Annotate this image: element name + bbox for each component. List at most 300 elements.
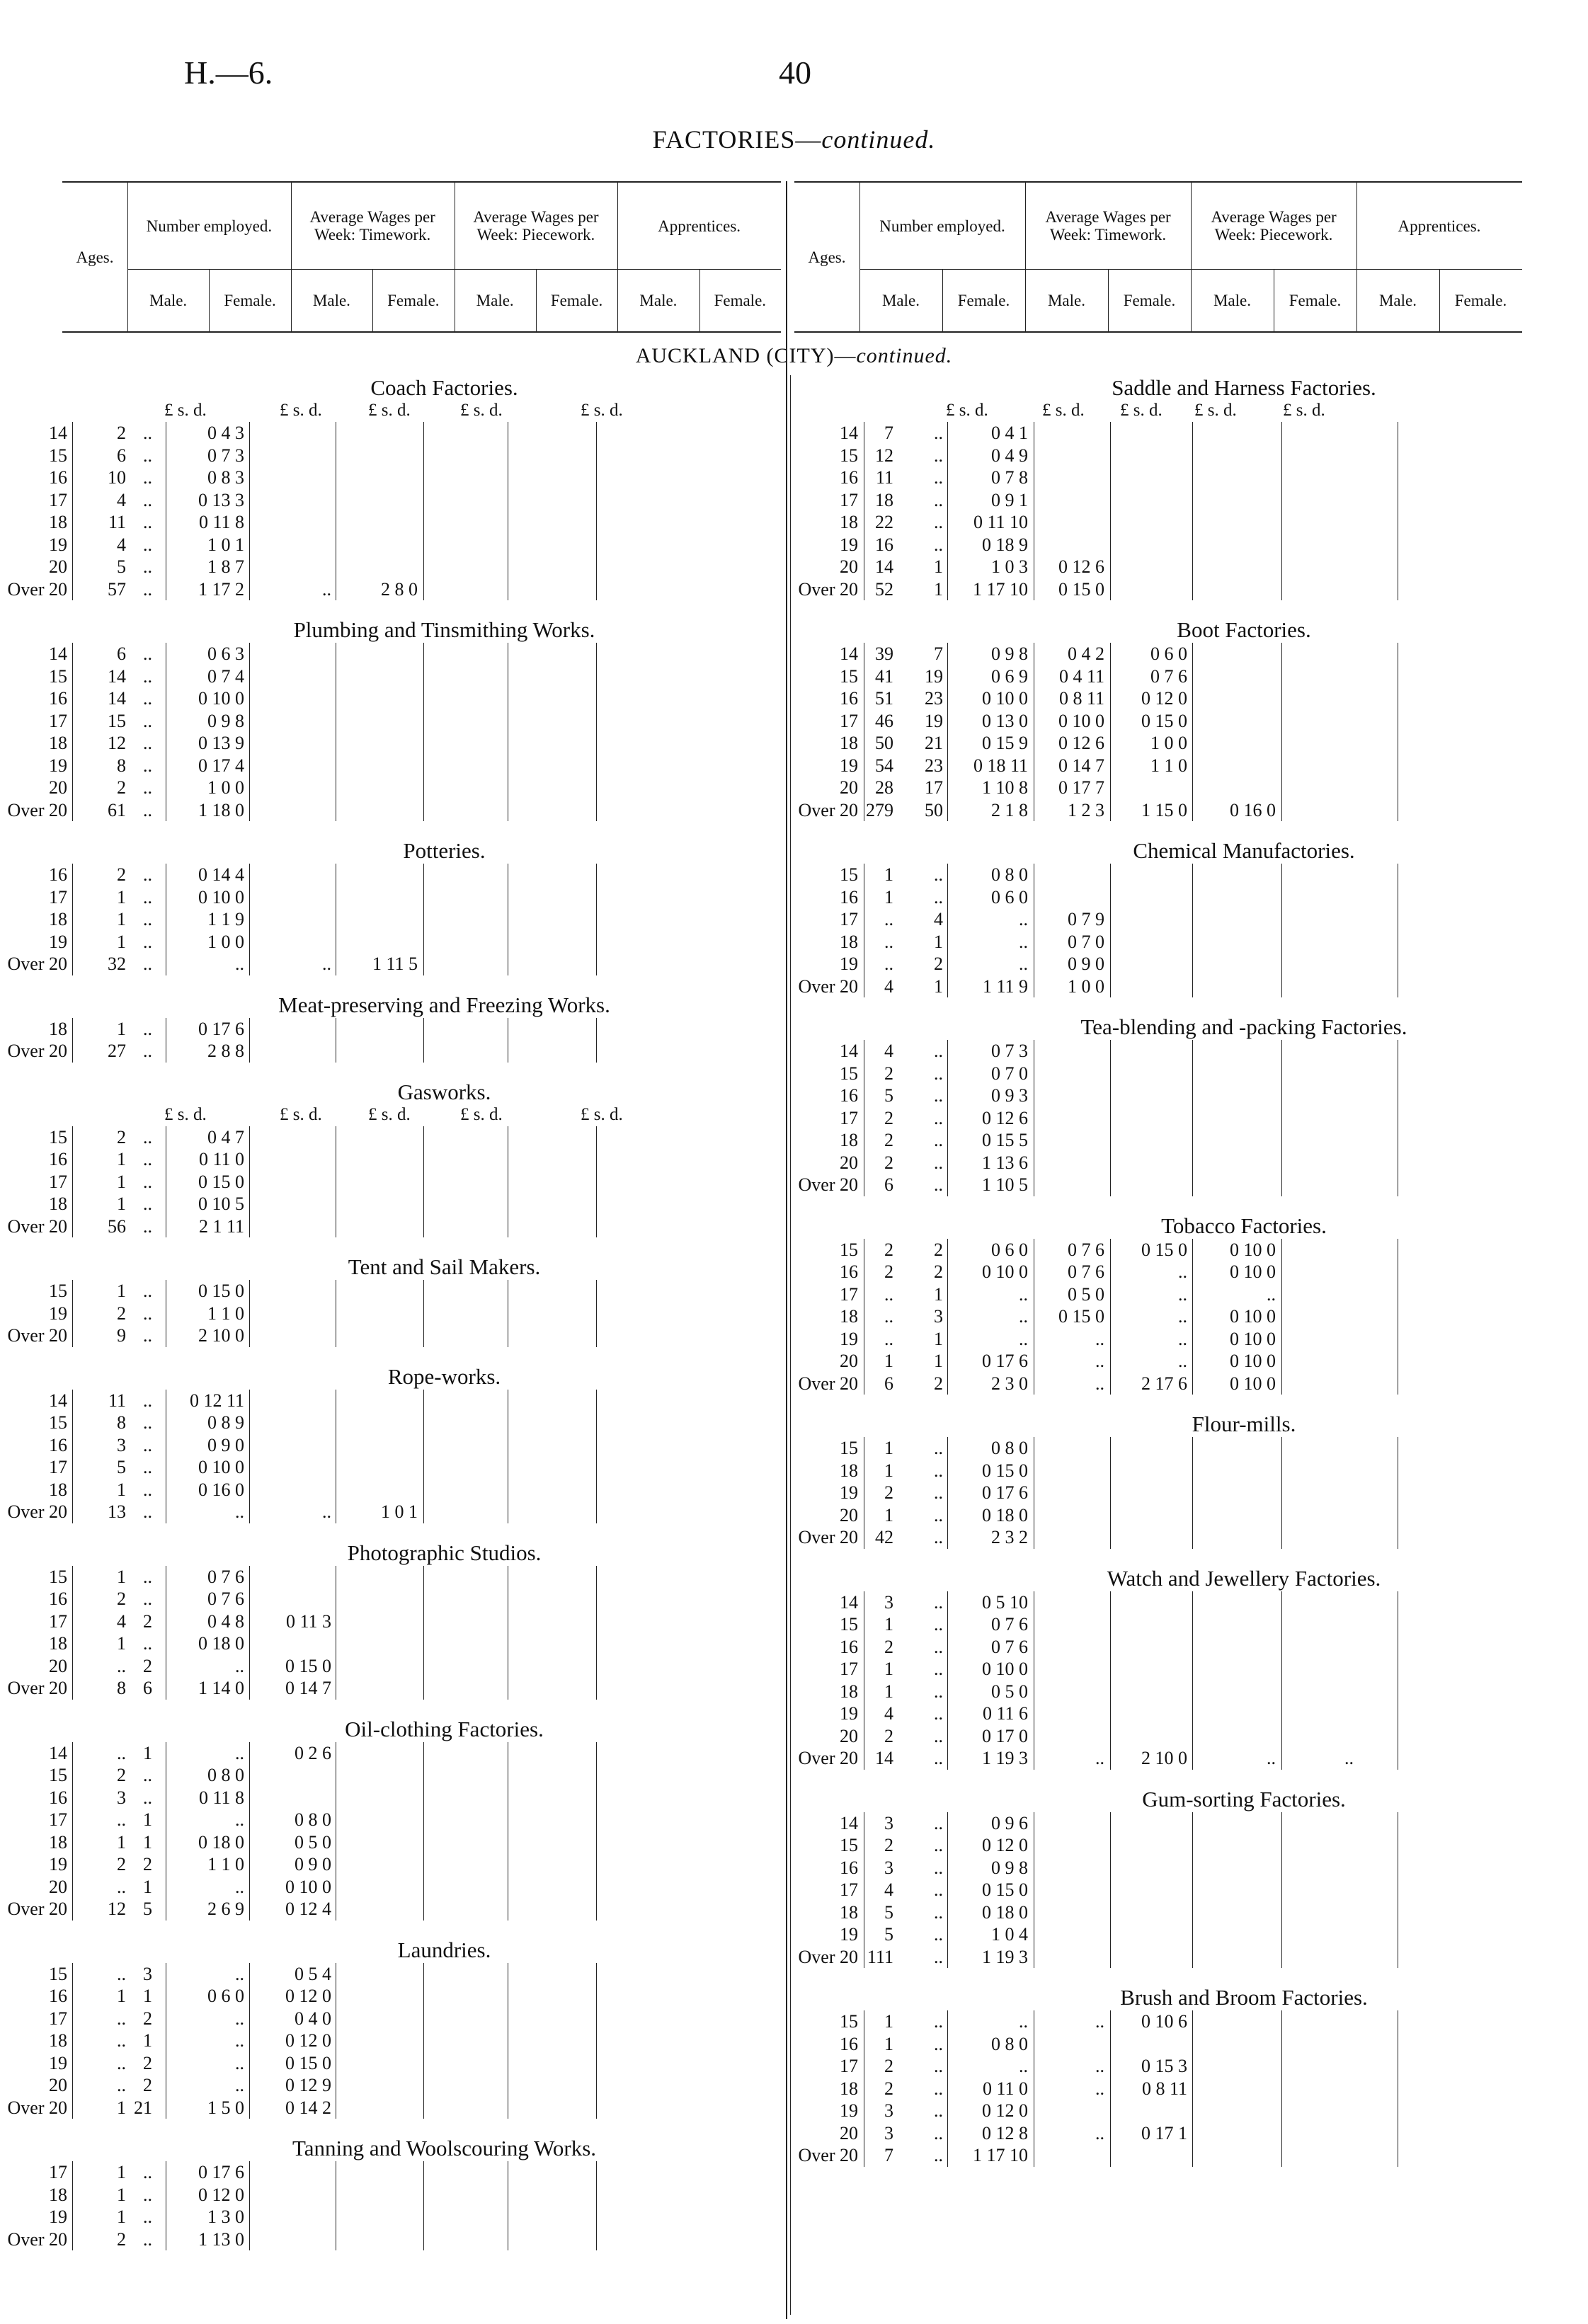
column-rule <box>249 1566 250 1589</box>
age-cell: 18 <box>49 2184 67 2205</box>
column-rule <box>249 1876 250 1899</box>
male-count-cell: 2 <box>117 2228 126 2250</box>
female-count-cell: .. <box>143 755 152 776</box>
column-rule <box>1192 1923 1193 1946</box>
piecework-male-cell: 0 12 0 <box>1141 688 1187 709</box>
male-count-cell: .. <box>117 1963 126 1984</box>
column-rule <box>1192 908 1193 931</box>
table-row <box>0 1787 782 1809</box>
column-rule <box>249 1963 250 1986</box>
column-rule <box>1192 732 1193 755</box>
column-rule <box>947 931 948 954</box>
column-rule <box>1281 1373 1282 1395</box>
age-cell: 17 <box>49 489 67 510</box>
column-rule <box>947 755 948 777</box>
group-spacer <box>0 2250 782 2267</box>
column-rule <box>1192 489 1193 512</box>
column-rule <box>249 2161 250 2184</box>
female-subheader: Female. <box>387 291 440 309</box>
age-cell: Over 20 <box>7 1899 67 1919</box>
timework-male-cell: 2 8 8 <box>207 1041 244 1061</box>
column-rule <box>423 1963 424 1986</box>
column-rule <box>423 1566 424 1589</box>
female-count-cell: .. <box>934 534 943 555</box>
age-cell: 15 <box>840 1835 858 1855</box>
timework-male-cell: 0 10 0 <box>198 886 244 908</box>
timework-female-cell: .. <box>1095 2122 1104 2143</box>
lsd-header-row <box>0 1105 782 1126</box>
age-cell: Over 20 <box>7 1041 67 1061</box>
column-rule <box>947 2055 948 2078</box>
timework-male-cell: 1 0 4 <box>991 1924 1028 1945</box>
column-rule <box>1192 422 1193 445</box>
column-rule <box>249 886 250 909</box>
column-rule <box>249 1171 250 1194</box>
timework-male-cell: 0 6 0 <box>991 886 1028 908</box>
male-count-cell: 1 <box>117 1633 126 1654</box>
column-rule <box>596 1456 597 1479</box>
column-rule <box>423 1324 424 1347</box>
group-spacer <box>794 600 1587 617</box>
column-rule <box>596 908 597 931</box>
column-rule <box>249 1280 250 1303</box>
column-rule <box>1110 422 1111 445</box>
male-count-cell: 50 <box>875 733 893 753</box>
group-title: Watch and Jewellery Factories. <box>1107 1565 1381 1591</box>
column-rule <box>1281 1923 1282 1946</box>
female-count-cell: .. <box>934 1614 943 1635</box>
male-count-cell: 1 <box>117 2162 126 2182</box>
timework-male-cell: 0 18 11 <box>973 755 1028 776</box>
number-employed-header: Number employed. <box>879 217 1005 235</box>
female-count-cell: 2 <box>934 1373 943 1394</box>
column-rule <box>947 1174 948 1196</box>
piecework-female-cell: .. <box>1267 1283 1276 1305</box>
piecework-female-cell: 0 10 0 <box>1230 1351 1276 1371</box>
age-cell: 16 <box>49 1434 67 1455</box>
column-rule <box>1192 643 1193 665</box>
male-count-cell: 12 <box>108 1899 126 1919</box>
female-count-cell: 2 <box>143 1610 152 1632</box>
column-rule <box>947 1283 948 1306</box>
female-count-cell: .. <box>934 1857 943 1878</box>
group-title: Tobacco Factories. <box>1161 1213 1327 1238</box>
column-rule <box>1192 534 1193 556</box>
male-count-cell: 1 <box>884 2033 893 2054</box>
column-rule <box>596 445 597 467</box>
column-rule <box>1192 1658 1193 1681</box>
male-count-cell: 1 <box>117 1149 126 1169</box>
female-count-cell: .. <box>934 512 943 532</box>
timework-female-cell: 0 7 9 <box>1068 909 1104 929</box>
column-rule <box>1110 1504 1111 1527</box>
female-count-cell: 1 <box>143 1742 152 1763</box>
column-rule <box>72 1876 73 1899</box>
column-rule <box>423 1831 424 1854</box>
age-cell: 18 <box>840 931 858 952</box>
column-rule <box>596 1963 597 1986</box>
column-rule <box>947 1636 948 1659</box>
left-column <box>0 375 782 2315</box>
male-count-cell: 15 <box>108 710 126 731</box>
female-count-cell: .. <box>934 2100 943 2121</box>
column-rule <box>72 2030 73 2052</box>
timework-male-cell: .. <box>235 1655 244 1676</box>
column-rule <box>1281 755 1282 777</box>
column-rule <box>947 1834 948 1857</box>
table-row <box>794 1063 1587 1085</box>
table-row <box>794 1460 1587 1482</box>
subheader-divider <box>536 269 537 331</box>
column-rule <box>249 687 250 710</box>
male-count-cell: 1 <box>117 1171 126 1192</box>
female-count-cell: 1 <box>934 931 943 952</box>
column-rule <box>1281 578 1282 601</box>
age-cell: 17 <box>840 1283 858 1305</box>
table-row <box>794 886 1587 909</box>
female-count-cell: .. <box>934 1659 943 1679</box>
column-rule <box>423 1764 424 1787</box>
ages-header: Ages. <box>808 248 846 266</box>
timework-male-cell: 0 6 3 <box>207 643 244 664</box>
column-rule <box>249 1898 250 1921</box>
column-rule <box>72 1742 73 1765</box>
column-rule <box>249 1040 250 1063</box>
male-count-cell: 1 <box>117 2206 126 2227</box>
timework-male-cell: 0 11 10 <box>973 512 1028 532</box>
column-rule <box>72 777 73 799</box>
table-row <box>0 1809 782 1831</box>
column-rule <box>423 1853 424 1876</box>
column-rule <box>1192 2100 1193 2122</box>
column-rule <box>1110 886 1111 909</box>
table-row <box>0 1479 782 1501</box>
table-row <box>794 953 1587 975</box>
timework-male-cell: 0 4 8 <box>207 1610 244 1632</box>
age-cell: 18 <box>840 1460 858 1481</box>
male-subheader: Male. <box>1047 291 1085 309</box>
male-count-cell: 1 <box>117 1831 126 1853</box>
column-rule <box>72 643 73 665</box>
table-row <box>0 1434 782 1457</box>
column-rule <box>1192 511 1193 534</box>
piecework-female-cell: 0 10 0 <box>1230 1328 1276 1349</box>
age-cell: 15 <box>49 1281 67 1301</box>
column-rule <box>249 2008 250 2030</box>
piecework-male-cell: 0 7 6 <box>1150 665 1187 687</box>
column-rule <box>1281 422 1282 445</box>
table-row <box>794 1239 1587 1261</box>
column-rule <box>423 710 424 733</box>
male-count-cell: 7 <box>884 423 893 443</box>
timework-male-cell: 0 9 8 <box>207 710 244 731</box>
female-count-cell: .. <box>934 1748 943 1768</box>
column-rule <box>947 1373 948 1395</box>
column-rule <box>1192 1482 1193 1504</box>
timework-male-cell: 0 7 3 <box>991 1041 1028 1061</box>
timework-male-cell: .. <box>1019 1306 1028 1327</box>
column-rule <box>1281 1946 1282 1969</box>
column-rule <box>1192 1681 1193 1703</box>
male-count-cell: 54 <box>875 755 893 776</box>
female-count-cell: .. <box>934 1041 943 1061</box>
column-rule <box>596 2161 597 2184</box>
table-row <box>794 445 1587 467</box>
timework-female-cell: 0 12 6 <box>1058 733 1104 753</box>
column-rule <box>947 1591 948 1614</box>
male-count-cell: 1 <box>884 2011 893 2032</box>
column-rule <box>1192 931 1193 954</box>
column-rule <box>596 2030 597 2052</box>
age-cell: 20 <box>840 1725 858 1746</box>
female-count-cell: .. <box>934 1835 943 1855</box>
column-rule <box>1281 1063 1282 1085</box>
column-rule <box>1192 1350 1193 1373</box>
table-row <box>794 1812 1587 1835</box>
column-rule <box>249 1985 250 2008</box>
timework-female-cell: 0 12 9 <box>285 2075 331 2095</box>
column-rule <box>249 953 250 975</box>
table-row <box>794 1946 1587 1969</box>
timework-male-cell: 0 8 0 <box>991 864 1028 885</box>
age-cell: Over 20 <box>798 975 858 997</box>
column-rule <box>1192 1591 1193 1614</box>
column-rule <box>249 534 250 556</box>
timework-male-cell: 0 7 6 <box>207 1566 244 1587</box>
column-rule <box>1110 1460 1111 1482</box>
column-rule <box>1281 777 1282 799</box>
female-count-cell: .. <box>143 643 152 664</box>
column-rule <box>596 1390 597 1412</box>
column-rule <box>423 2052 424 2075</box>
timework-male-cell: 0 4 1 <box>991 423 1028 443</box>
column-rule <box>72 489 73 512</box>
column-rule <box>1281 886 1282 909</box>
male-count-cell: 2 <box>884 1482 893 1503</box>
age-cell: 18 <box>840 1306 858 1327</box>
column-rule <box>1192 1504 1193 1527</box>
timework-male-cell: 1 17 10 <box>973 578 1028 600</box>
timework-female-cell: 0 4 11 <box>1058 665 1104 687</box>
piecework-male-cell: 0 15 3 <box>1141 2056 1187 2076</box>
timework-male-cell: 0 6 0 <box>207 1986 244 2006</box>
column-rule <box>249 665 250 688</box>
timework-male-cell: 0 15 5 <box>982 1130 1028 1150</box>
column-rule <box>249 799 250 822</box>
age-cell: Over 20 <box>7 1678 67 1698</box>
column-rule <box>1110 2078 1111 2100</box>
male-count-cell: 1 <box>117 1194 126 1214</box>
table-row <box>794 777 1587 799</box>
column-rule <box>423 1434 424 1457</box>
male-count-cell: 2 <box>884 1239 893 1260</box>
column-rule <box>1281 2122 1282 2145</box>
male-count-cell: 4 <box>117 1610 126 1632</box>
column-rule <box>1192 1129 1193 1152</box>
column-rule <box>1192 1084 1193 1107</box>
lsd-label: £ s. d. <box>1120 401 1163 420</box>
table-row <box>0 1193 782 1215</box>
timework-male-cell: 0 17 6 <box>198 2162 244 2182</box>
table-row <box>794 732 1587 755</box>
column-rule <box>423 886 424 909</box>
column-rule <box>72 1898 73 1921</box>
male-count-cell: 7 <box>884 2145 893 2165</box>
column-rule <box>1110 931 1111 954</box>
female-count-cell: .. <box>143 1457 152 1477</box>
age-cell: Over 20 <box>798 578 858 600</box>
female-count-cell: 2 <box>934 1239 943 1260</box>
female-count-cell: .. <box>934 445 943 466</box>
timework-male-cell: 0 13 0 <box>982 710 1028 731</box>
factory-group <box>794 1412 1587 1566</box>
column-rule <box>423 1126 424 1149</box>
column-rule <box>423 2030 424 2052</box>
age-cell: 17 <box>49 1610 67 1632</box>
header-divider <box>1191 183 1192 331</box>
column-rule <box>947 1063 948 1085</box>
timework-female-cell: 0 10 0 <box>1058 710 1104 731</box>
male-count-cell: 1 <box>884 1614 893 1635</box>
column-rule <box>947 732 948 755</box>
timework-male-cell: .. <box>235 2075 244 2095</box>
lsd-label: £ s. d. <box>460 401 503 420</box>
female-count-cell: .. <box>934 1924 943 1945</box>
column-rule <box>1281 864 1282 886</box>
age-cell: Over 20 <box>7 799 67 820</box>
column-rule <box>423 445 424 467</box>
timework-male-cell: 1 19 3 <box>982 1748 1028 1768</box>
female-count-cell: .. <box>934 2056 943 2076</box>
male-count-cell: 28 <box>875 777 893 798</box>
timework-male-cell: 0 7 0 <box>991 1063 1028 1084</box>
male-count-cell: 2 <box>884 1725 893 1746</box>
column-rule <box>1110 445 1111 467</box>
column-rule <box>947 886 948 909</box>
age-cell: Over 20 <box>798 1748 858 1768</box>
age-cell: 19 <box>840 1328 858 1349</box>
column-rule <box>249 1018 250 1041</box>
female-count-cell: 4 <box>934 909 943 929</box>
female-count-cell: .. <box>143 1126 152 1147</box>
male-count-cell: 3 <box>884 1591 893 1613</box>
timework-male-cell: 0 6 9 <box>991 665 1028 687</box>
column-rule <box>423 665 424 688</box>
age-cell: 15 <box>49 1412 67 1433</box>
table-row <box>0 2161 782 2184</box>
female-count-cell: 1 <box>143 1986 152 2006</box>
column-rule <box>1110 1152 1111 1174</box>
column-rule <box>72 1479 73 1501</box>
column-rule <box>1110 1636 1111 1659</box>
table-row <box>794 687 1587 710</box>
group-spacer <box>794 1968 1587 1985</box>
timework-female-cell: 0 15 0 <box>1058 578 1104 600</box>
timework-female-cell: 0 14 2 <box>285 2097 331 2118</box>
table-row <box>0 732 782 755</box>
timework-male-cell: 0 9 8 <box>991 1857 1028 1878</box>
timework-male-cell: 1 13 6 <box>982 1152 1028 1173</box>
column-rule <box>1281 1261 1282 1283</box>
piecework-male-cell: 0 15 0 <box>1141 710 1187 731</box>
column-rule <box>596 777 597 799</box>
subheader-divider <box>699 269 700 331</box>
female-count-cell: .. <box>143 1633 152 1654</box>
male-count-cell: .. <box>117 1742 126 1763</box>
column-rule <box>1192 975 1193 998</box>
column-rule <box>1110 1373 1111 1395</box>
factory-group <box>0 617 782 838</box>
lsd-label: £ s. d. <box>368 401 411 420</box>
table-row <box>0 864 782 886</box>
column-rule <box>1192 1305 1193 1328</box>
female-count-cell: .. <box>143 1215 152 1237</box>
column-rule <box>947 2010 948 2033</box>
male-count-cell: 3 <box>117 1787 126 1808</box>
column-rule <box>249 2052 250 2075</box>
male-count-cell: .. <box>117 2030 126 2051</box>
table-row <box>0 665 782 688</box>
column-rule <box>947 908 948 931</box>
column-rule <box>423 556 424 578</box>
group-title: Plumbing and Tinsmithing Works. <box>293 617 595 642</box>
column-rule <box>249 777 250 799</box>
table-row <box>0 2228 782 2251</box>
group-spacer <box>794 1395 1587 1412</box>
column-rule <box>72 1963 73 1986</box>
age-cell: 16 <box>840 688 858 709</box>
timework-male-cell: 0 7 8 <box>991 467 1028 488</box>
column-rule <box>1281 799 1282 822</box>
table-row <box>794 1702 1587 1725</box>
column-rule <box>423 2008 424 2030</box>
timework-male-cell: .. <box>235 1742 244 1763</box>
column-rule <box>1110 556 1111 578</box>
female-count-cell: 2 <box>143 2075 152 2095</box>
male-count-cell: 2 <box>117 1854 126 1874</box>
column-rule <box>423 1215 424 1238</box>
timework-male-cell: 0 5 0 <box>991 1681 1028 1702</box>
age-cell: 15 <box>840 864 858 885</box>
header-divider <box>617 183 618 331</box>
female-count-cell: 1 <box>143 2030 152 2051</box>
timework-male-cell: 0 17 4 <box>198 755 244 776</box>
male-count-cell: .. <box>117 1876 126 1897</box>
column-rule <box>249 643 250 665</box>
column-rule <box>249 466 250 489</box>
factory-group <box>0 375 782 617</box>
column-rule <box>1110 1437 1111 1460</box>
column-rule <box>596 2228 597 2251</box>
male-count-cell: 1 <box>117 1479 126 1500</box>
age-cell: 16 <box>49 1986 67 2006</box>
timework-female-cell: 0 4 2 <box>1068 643 1104 664</box>
timework-female-cell: 0 8 0 <box>295 1809 331 1830</box>
female-count-cell: .. <box>934 1946 943 1967</box>
age-cell: Over 20 <box>798 1946 858 1967</box>
column-rule <box>947 710 948 733</box>
table-row <box>0 1018 782 1041</box>
age-cell: 20 <box>49 2075 67 2095</box>
table-row <box>794 710 1587 733</box>
center-divider <box>786 181 787 2319</box>
column-rule <box>1110 665 1111 688</box>
column-rule <box>1281 466 1282 489</box>
age-cell: 17 <box>49 886 67 908</box>
female-count-cell: .. <box>143 556 152 577</box>
apprentices-header: Apprentices. <box>1398 217 1481 235</box>
male-count-cell: 18 <box>875 489 893 510</box>
